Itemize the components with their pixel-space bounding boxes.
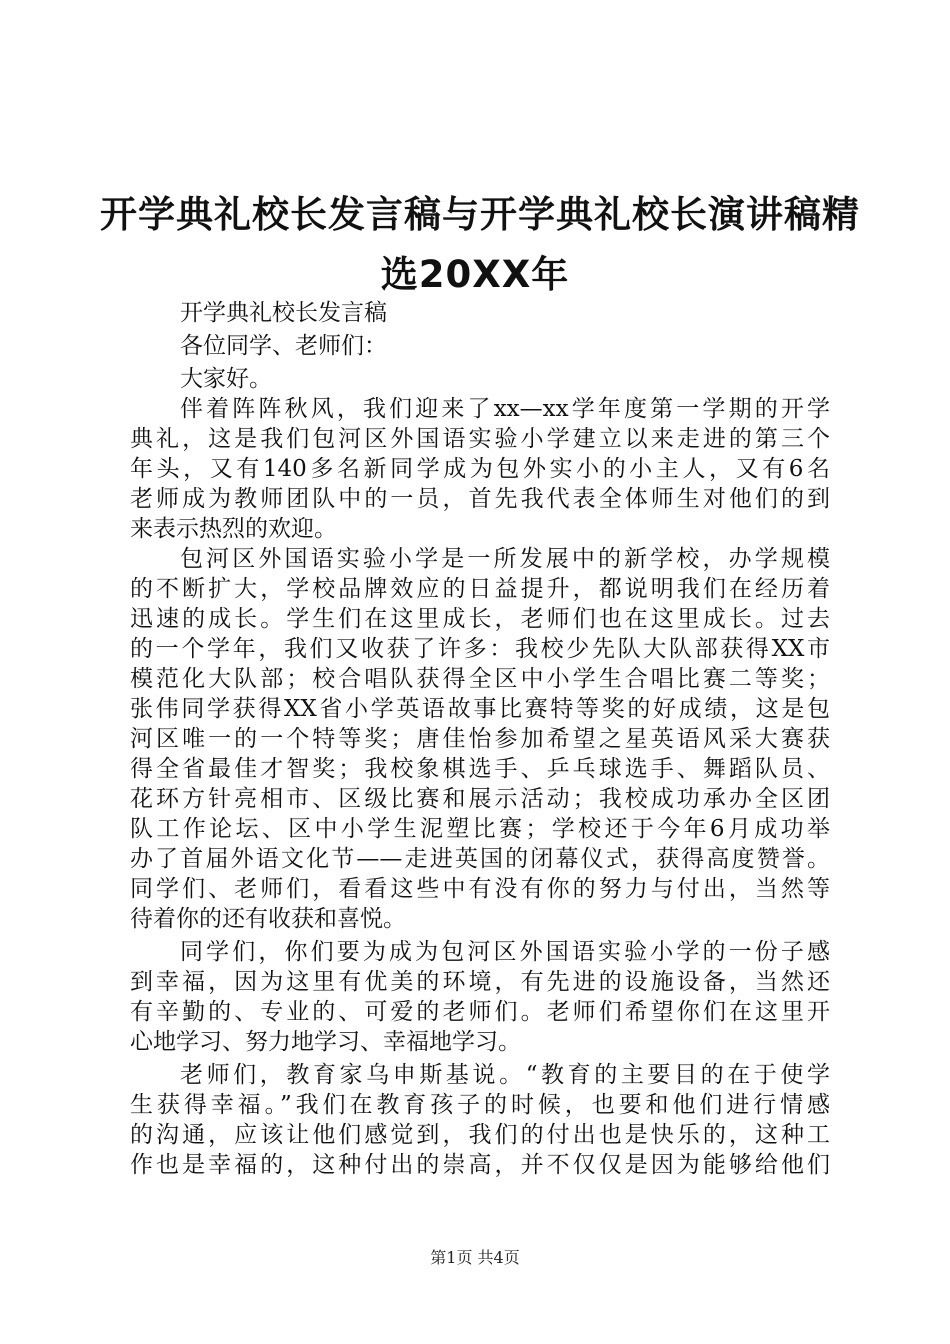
paragraph-line: 迅速的成长。学生们在这里成长，老师们也在这里成长。过去	[130, 606, 830, 632]
paragraph-line: 队工作论坛、区中小学生泥塑比赛；学校还于今年6月成功举	[130, 816, 830, 842]
paragraph-line: 作也是幸福的，这种付出的崇高，并不仅仅是因为能够给他们	[130, 1152, 830, 1178]
paragraph-line: 的沟通，应该让他们感觉到，我们的付出也是快乐的，这种工	[130, 1122, 830, 1148]
paragraph-line: 有辛勤的、专业的、可爱的老师们。老师们希望你们在这里开	[130, 999, 830, 1025]
paragraph-line: 的一个学年，我们又收获了许多：我校少先队大队部获得XX市	[130, 636, 830, 662]
document-title-line-1: 开学典礼校长发言稿与开学典礼校长演讲稿精	[100, 193, 860, 236]
greeting-line: 大家好。	[180, 366, 272, 392]
paragraph-line: 年头，又有140多名新同学成为包外实小的小主人，又有6名	[130, 456, 830, 482]
paragraph-line: 同学们，你们要为成为包河区外国语实验小学的一份子感	[180, 939, 830, 965]
paragraph-line: 典礼，这是我们包河区外国语实验小学建立以来走进的第三个	[130, 426, 830, 452]
paragraph-line: 花环方针亮相市、区级比赛和展示活动；我校成功承办全区团	[130, 786, 830, 812]
subtitle-line: 开学典礼校长发言稿	[180, 300, 387, 326]
salutation-line: 各位同学、老师们：	[180, 333, 387, 359]
paragraph-line: 心地学习、努力地学习、幸福地学习。	[130, 1029, 521, 1055]
paragraph-line: 待着你的还有收获和喜悦。	[130, 906, 406, 932]
paragraph-line: 张伟同学获得XX省小学英语故事比赛特等奖的好成绩，这是包	[130, 696, 830, 722]
paragraph-line: 伴着阵阵秋风，我们迎来了xx—xx学年度第一学期的开学	[180, 396, 830, 422]
paragraph-line: 得全省最佳才智奖；我校象棋选手、乒乓球选手、舞蹈队员、	[130, 756, 830, 782]
document-title-line-2: 选20XX年	[380, 253, 570, 296]
paragraph-line: 生获得幸福。”我们在教育孩子的时候，也要和他们进行情感	[130, 1092, 830, 1118]
paragraph-line: 模范化大队部；校合唱队获得全区中小学生合唱比赛二等奖；	[130, 666, 830, 692]
paragraph-line: 同学们、老师们，看看这些中有没有你的努力与付出，当然等	[130, 876, 830, 902]
paragraph-line: 办了首届外语文化节——走进英国的闭幕仪式，获得高度赞誉。	[130, 846, 830, 872]
paragraph-line: 来表示热烈的欢迎。	[130, 516, 337, 542]
paragraph-line: 包河区外国语实验小学是一所发展中的新学校，办学规模	[180, 546, 830, 572]
paragraph-line: 老师们，教育家乌申斯基说。“教育的主要目的在于使学	[180, 1062, 830, 1088]
page-number-footer: 第1页 共4页	[430, 1248, 520, 1267]
paragraph-line: 到幸福，因为这里有优美的环境，有先进的设施设备，当然还	[130, 969, 830, 995]
paragraph-line: 的不断扩大，学校品牌效应的日益提升，都说明我们在经历着	[130, 576, 830, 602]
paragraph-line: 老师成为教师团队中的一员，首先我代表全体师生对他们的到	[130, 486, 830, 512]
paragraph-line: 河区唯一的一个特等奖；唐佳怡参加希望之星英语风采大赛获	[130, 726, 830, 752]
